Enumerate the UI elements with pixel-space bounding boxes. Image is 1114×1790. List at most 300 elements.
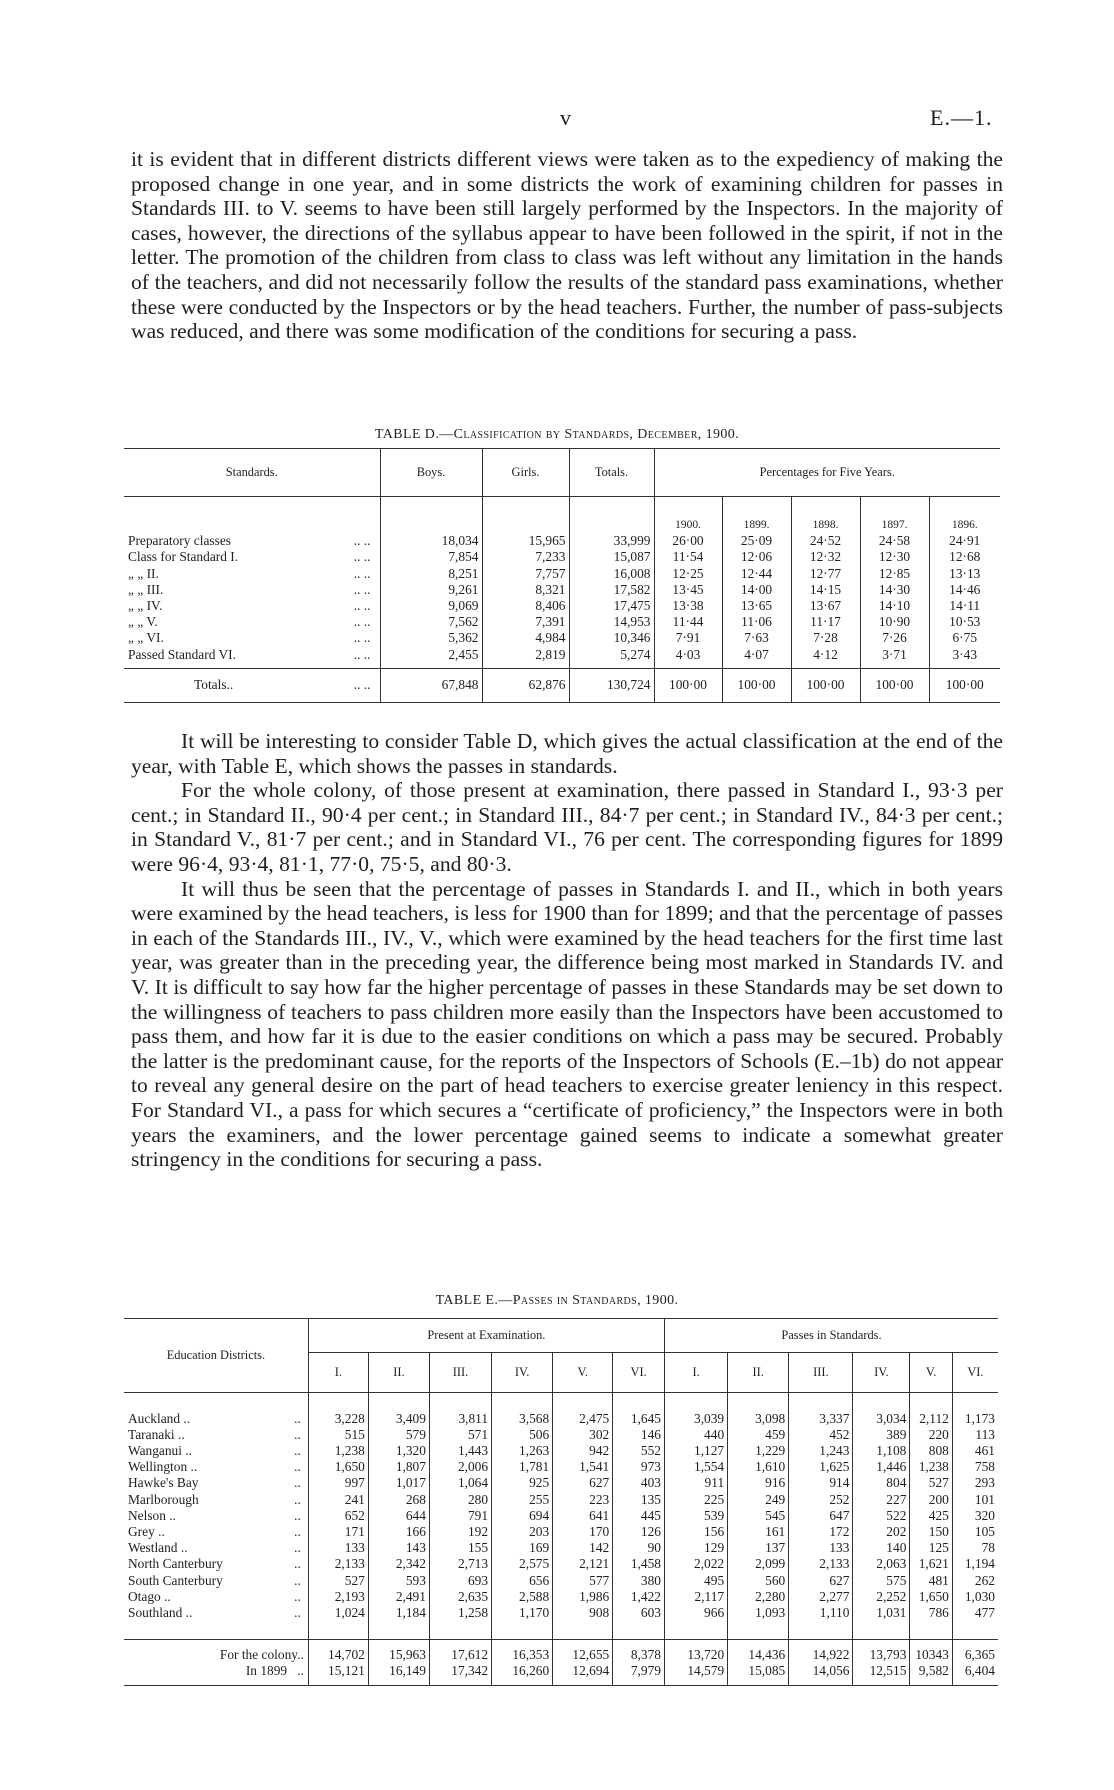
- present-cell: 577: [553, 1573, 613, 1589]
- present-cell: 146: [613, 1427, 665, 1443]
- present-cell: 593: [368, 1573, 429, 1589]
- paragraph-intro: [131, 147, 1003, 344]
- present-cell: 506: [492, 1427, 553, 1443]
- blank-cell: [308, 1621, 368, 1639]
- boys-cell: 7,854: [380, 549, 482, 565]
- passes-cell: 252: [789, 1492, 853, 1508]
- present-cell: 3,409: [368, 1411, 429, 1427]
- percentage-cell: 7·28: [791, 630, 860, 646]
- present-cell: 3,228: [308, 1411, 368, 1427]
- table-row: [124, 1639, 998, 1663]
- present-cell: 627: [553, 1475, 613, 1491]
- table-row: [124, 533, 1000, 549]
- blank-cell: [664, 1393, 727, 1411]
- present-cell: 171: [308, 1524, 368, 1540]
- boys-cell: 2,455: [380, 647, 482, 663]
- standard-header-passes: V.: [910, 1353, 952, 1393]
- percentage-cell: 100·00: [722, 669, 791, 702]
- totals-cell: 5,274: [569, 647, 654, 663]
- present-cell: 1,024: [308, 1605, 368, 1621]
- passes-cell: 137: [728, 1540, 789, 1556]
- passes-cell: 1,625: [789, 1459, 853, 1475]
- boys-cell: 67,848: [380, 669, 482, 702]
- present-cell: 1,184: [368, 1605, 429, 1621]
- blank-cell: [553, 1621, 613, 1639]
- present-cell: 973: [613, 1459, 665, 1475]
- leader-dots: ..: [294, 1459, 301, 1475]
- passes-cell: 804: [853, 1475, 910, 1491]
- row-label: [124, 566, 380, 582]
- blank-cell: [789, 1621, 853, 1639]
- district-label: [124, 1540, 308, 1556]
- passes-cell: 808: [910, 1443, 952, 1459]
- present-cell: 126: [613, 1524, 665, 1540]
- passes-cell: 911: [664, 1475, 727, 1491]
- table-d-caption-prefix: TABLE D.—: [374, 427, 454, 442]
- present-cell: 135: [613, 1492, 665, 1508]
- leader-dots: .. ..: [353, 598, 371, 614]
- present-cell: 1,458: [613, 1556, 665, 1572]
- year-header: 1898.: [791, 497, 860, 534]
- totals-cell: 14,953: [569, 614, 654, 630]
- row-label: [124, 582, 380, 598]
- present-cell: 1,645: [613, 1411, 665, 1427]
- table-row: [124, 549, 1000, 565]
- passes-cell: 293: [952, 1475, 998, 1491]
- blank-cell: [853, 1621, 910, 1639]
- district-label: [124, 1556, 308, 1572]
- passes-cell: 758: [952, 1459, 998, 1475]
- passes-cell: 2,099: [728, 1556, 789, 1572]
- blank-cell: [728, 1621, 789, 1639]
- district-name: Wanganui ..: [128, 1442, 192, 1458]
- year-header: 1899.: [722, 497, 791, 534]
- passes-cell: 6,365: [952, 1639, 998, 1663]
- passes-cell: 2,112: [910, 1411, 952, 1427]
- passes-cell: 202: [853, 1524, 910, 1540]
- passes-cell: 560: [728, 1573, 789, 1589]
- present-cell: 997: [308, 1475, 368, 1491]
- district-label: [124, 1508, 308, 1524]
- passes-cell: 1,093: [728, 1605, 789, 1621]
- leader-dots: ..: [294, 1491, 301, 1507]
- standard-header-passes: II.: [728, 1353, 789, 1393]
- present-cell: 1,986: [553, 1589, 613, 1605]
- percentage-cell: 14·15: [791, 582, 860, 598]
- present-cell: 142: [553, 1540, 613, 1556]
- boys-cell: 5,362: [380, 630, 482, 646]
- present-cell: 192: [429, 1524, 491, 1540]
- present-cell: 166: [368, 1524, 429, 1540]
- district-label: [124, 1605, 308, 1621]
- header-passes-in-standards: Passes in Standards.: [664, 1319, 998, 1353]
- passes-cell: 647: [789, 1508, 853, 1524]
- passes-cell: 1,554: [664, 1459, 727, 1475]
- district-label: [124, 1443, 308, 1459]
- passes-cell: 1,610: [728, 1459, 789, 1475]
- row-label: [124, 630, 380, 646]
- blank-cell: [492, 1621, 553, 1639]
- table-row: [124, 566, 1000, 582]
- passes-cell: 156: [664, 1524, 727, 1540]
- header-standards: Standards.: [124, 449, 380, 497]
- standard-header-present: II.: [368, 1353, 429, 1393]
- passes-cell: 161: [728, 1524, 789, 1540]
- passes-cell: 2,063: [853, 1556, 910, 1572]
- district-label: [124, 1411, 308, 1427]
- totals-cell: 33,999: [569, 533, 654, 549]
- percentage-cell: 3·71: [860, 647, 929, 663]
- present-cell: 8,378: [613, 1639, 665, 1663]
- present-cell: 1,064: [429, 1475, 491, 1491]
- percentage-cell: 100·00: [860, 669, 929, 702]
- table-row: [124, 1589, 998, 1605]
- present-cell: 1,017: [368, 1475, 429, 1491]
- passes-cell: 545: [728, 1508, 789, 1524]
- passes-cell: 262: [952, 1573, 998, 1589]
- percentage-cell: 14·30: [860, 582, 929, 598]
- document-reference: E.—1.: [930, 105, 993, 130]
- leader-dots: ..: [294, 1410, 301, 1426]
- blank-cell: [429, 1393, 491, 1411]
- row-label: [124, 549, 380, 565]
- table-row: [124, 1605, 998, 1621]
- table-row: [124, 647, 1000, 663]
- passes-cell: 3,034: [853, 1411, 910, 1427]
- blank-cell: [368, 1621, 429, 1639]
- percentage-cell: 14·10: [860, 598, 929, 614]
- percentage-cell: 14·11: [929, 598, 1000, 614]
- paragraph-text: For the whole colony, of those present at examination, there passed in Standard I., 93·3 per cent.; in Standard II., 90·4 per cent.; in Standard III., 84·7 per cent.; in Standard IV., 84·3 per cent.; in Standard V., 81·7 per cent.; and in Standard VI., 76 per cent. The corresponding figures for 1899 were 96·4, 93·4, 81·1, 77·0, 75·5, and 80·3.: [131, 778, 1003, 876]
- district-label: [124, 1475, 308, 1491]
- leader-dots: ..: [294, 1572, 301, 1588]
- percentage-cell: 100·00: [929, 669, 1000, 702]
- leader-dots: .. ..: [353, 549, 371, 565]
- header-girls: Girls.: [482, 449, 569, 497]
- present-cell: 652: [308, 1508, 368, 1524]
- passes-cell: 1,238: [910, 1459, 952, 1475]
- percentage-cell: 4·12: [791, 647, 860, 663]
- percentage-cell: 24·52: [791, 533, 860, 549]
- paragraph-text: it is evident that in different districts different views were taken as to the expediency of making the proposed change in one year, and in some districts the work of examining children for passes in Standards III. to V. seems to have been still largely performed by the Inspectors. In the majority of cases, however, the directions of the syllabus appear to have been followed in the spirit, if not in the letter. The promotion of the children from class to class was left without any limitation in the hands of the teachers, and did not necessarily follow the results of the standard pass examinations, whether these were conducted by the Inspectors or by the head teachers. Further, the number of pass-subjects was reduced, and there was some modification of the conditions for securing a pass.: [131, 147, 1003, 344]
- leader-dots: ..: [294, 1523, 301, 1539]
- percentage-cell: 12·32: [791, 549, 860, 565]
- passes-cell: 522: [853, 1508, 910, 1524]
- leader-dots: .. ..: [353, 581, 371, 597]
- percentage-cell: 4·03: [654, 647, 722, 663]
- percentage-cell: 7·63: [722, 630, 791, 646]
- table-row: [124, 1663, 998, 1686]
- leader-dots: ..: [294, 1442, 301, 1458]
- passes-cell: 1,243: [789, 1443, 853, 1459]
- row-label-text: „ „ III.: [128, 581, 164, 597]
- row-label-text: Preparatory classes: [128, 533, 231, 549]
- passes-cell: 172: [789, 1524, 853, 1540]
- leader-dots: ..: [294, 1507, 301, 1523]
- percentage-cell: 11·06: [722, 614, 791, 630]
- girls-cell: 62,876: [482, 669, 569, 702]
- blank-cell: [853, 1393, 910, 1411]
- present-cell: 2,575: [492, 1556, 553, 1572]
- blank-cell: [952, 1393, 998, 1411]
- present-cell: 791: [429, 1508, 491, 1524]
- passes-cell: 452: [789, 1427, 853, 1443]
- totals-cell: 10,346: [569, 630, 654, 646]
- header-education-districts: Education Districts.: [124, 1319, 308, 1393]
- boys-cell: 7,562: [380, 614, 482, 630]
- row-label-text: „ „ VI.: [128, 630, 164, 646]
- present-cell: 2,635: [429, 1589, 491, 1605]
- present-cell: 17,612: [429, 1639, 491, 1663]
- present-cell: 403: [613, 1475, 665, 1491]
- present-cell: 1,807: [368, 1459, 429, 1475]
- passes-cell: 2,117: [664, 1589, 727, 1605]
- table-row: [124, 582, 1000, 598]
- passes-cell: 539: [664, 1508, 727, 1524]
- present-cell: 223: [553, 1492, 613, 1508]
- passes-cell: 13,793: [853, 1639, 910, 1663]
- leader-dots: ..: [294, 1604, 301, 1620]
- present-cell: 2,006: [429, 1459, 491, 1475]
- present-cell: 169: [492, 1540, 553, 1556]
- percentage-cell: 12·85: [860, 566, 929, 582]
- percentage-cell: 14·00: [722, 582, 791, 598]
- leader-dots: ..: [294, 1426, 301, 1442]
- row-label-text: „ „ IV.: [128, 598, 163, 614]
- standard-header-present: III.: [429, 1353, 491, 1393]
- present-cell: 694: [492, 1508, 553, 1524]
- passes-cell: 6,404: [952, 1663, 998, 1686]
- blank-cell: [728, 1393, 789, 1411]
- leader-dots: ..: [294, 1556, 301, 1572]
- percentage-cell: 7·26: [860, 630, 929, 646]
- percentage-cell: 13·67: [791, 598, 860, 614]
- blank-cell: [380, 497, 482, 534]
- table-row: [124, 1524, 998, 1540]
- percentage-cell: 26·00: [654, 533, 722, 549]
- district-label: [124, 1524, 308, 1540]
- table-row: [124, 1508, 998, 1524]
- present-cell: 268: [368, 1492, 429, 1508]
- percentage-cell: 24·91: [929, 533, 1000, 549]
- percentage-cell: 100·00: [791, 669, 860, 702]
- year-header: 1896.: [929, 497, 1000, 534]
- present-cell: 644: [368, 1508, 429, 1524]
- girls-cell: 8,321: [482, 582, 569, 598]
- percentage-cell: 13·13: [929, 566, 1000, 582]
- present-cell: 2,588: [492, 1589, 553, 1605]
- row-label-text: Totals..: [194, 677, 234, 693]
- table-row: [124, 1540, 998, 1556]
- girls-cell: 15,965: [482, 533, 569, 549]
- leader-dots: .. ..: [353, 646, 371, 662]
- present-cell: 241: [308, 1492, 368, 1508]
- paragraph-text: It will thus be seen that the percentage of passes in Standards I. and II., which in both years were examined by the head teachers, is less for 1900 than for 1899; and that the percentage of passes in each of the Standards III., IV., V., which were examined by the head teachers for the first time last year, was greater than in the preceding year, the difference being most marked in Standards IV. and V. It is difficult to say how far the higher percentage of passes in these Standards may be set down to the willingness of teachers to pass children more easily than the Inspectors have been accustomed to pass them, and how far it is due to the easier conditions on which a pass may be secured. Probably the latter is the predominant cause, for the reports of the Inspectors of Schools (E.–1b) do not appear to reveal any general desire on the part of head teachers to exercise greater leniency in this respect. For Standard VI., a pass for which secures a “certificate of proficiency,” the Inspectors were in both years the examiners, and the lower percentage gained seems to indicate a somewhat greater stringency in the conditions for securing a pass.: [131, 876, 1003, 1172]
- percentage-cell: 13·45: [654, 582, 722, 598]
- leader-dots: .. ..: [353, 533, 371, 549]
- table-row: [124, 1475, 998, 1491]
- blank-cell: [429, 1621, 491, 1639]
- girls-cell: 7,391: [482, 614, 569, 630]
- present-cell: 155: [429, 1540, 491, 1556]
- percentage-cell: 12·68: [929, 549, 1000, 565]
- blank-cell: [952, 1621, 998, 1639]
- present-cell: 693: [429, 1573, 491, 1589]
- district-name: North Canterbury: [128, 1556, 223, 1572]
- present-cell: 515: [308, 1427, 368, 1443]
- passes-cell: 2,133: [789, 1556, 853, 1572]
- totals-cell: 130,724: [569, 669, 654, 702]
- passes-cell: 914: [789, 1475, 853, 1491]
- present-cell: 1,541: [553, 1459, 613, 1475]
- passes-cell: 105: [952, 1524, 998, 1540]
- passes-cell: 113: [952, 1427, 998, 1443]
- row-label: [124, 669, 380, 702]
- district-label: [124, 1663, 308, 1686]
- blank-cell: [553, 1393, 613, 1411]
- table-row: [124, 1459, 998, 1475]
- header-boys: Boys.: [380, 449, 482, 497]
- spacer-row: [124, 1621, 998, 1639]
- passes-cell: 200: [910, 1492, 952, 1508]
- district-name: South Canterbury: [128, 1572, 223, 1588]
- passes-cell: 14,922: [789, 1639, 853, 1663]
- boys-cell: 8,251: [380, 566, 482, 582]
- passes-cell: 9,582: [910, 1663, 952, 1686]
- girls-cell: 4,984: [482, 630, 569, 646]
- passes-cell: 249: [728, 1492, 789, 1508]
- standard-header-passes: I.: [664, 1353, 727, 1393]
- percentage-cell: 10·90: [860, 614, 929, 630]
- present-cell: 16,353: [492, 1639, 553, 1663]
- passes-cell: 1,110: [789, 1605, 853, 1621]
- passes-cell: 3,098: [728, 1411, 789, 1427]
- passes-cell: 459: [728, 1427, 789, 1443]
- passes-cell: 916: [728, 1475, 789, 1491]
- present-cell: 2,475: [553, 1411, 613, 1427]
- passes-cell: 125: [910, 1540, 952, 1556]
- district-name: Taranaki ..: [128, 1426, 185, 1442]
- present-cell: 1,320: [368, 1443, 429, 1459]
- passes-cell: 481: [910, 1573, 952, 1589]
- table-row: [124, 1573, 998, 1589]
- present-cell: 2,342: [368, 1556, 429, 1572]
- present-cell: 1,422: [613, 1589, 665, 1605]
- present-cell: 2,133: [308, 1556, 368, 1572]
- present-cell: 2,193: [308, 1589, 368, 1605]
- standard-header-present: V.: [553, 1353, 613, 1393]
- present-cell: 656: [492, 1573, 553, 1589]
- passes-cell: 2,280: [728, 1589, 789, 1605]
- present-cell: 143: [368, 1540, 429, 1556]
- passes-cell: 15,085: [728, 1663, 789, 1686]
- table-e-caption-text: Passes in Standards, 1900.: [512, 1293, 679, 1308]
- spacer-row: [124, 1393, 998, 1411]
- passes-cell: 13,720: [664, 1639, 727, 1663]
- leader-dots: ..: [297, 1662, 304, 1678]
- row-label-text: Class for Standard I.: [128, 549, 239, 565]
- district-name: Auckland ..: [128, 1410, 191, 1426]
- totals-cell: 15,087: [569, 549, 654, 565]
- paragraphs-discussion: [131, 729, 1003, 1172]
- girls-cell: 8,406: [482, 598, 569, 614]
- present-cell: 571: [429, 1427, 491, 1443]
- leader-dots: .. ..: [353, 614, 371, 630]
- present-cell: 170: [553, 1524, 613, 1540]
- table-d-caption: [0, 427, 1114, 443]
- blank-cell: [664, 1621, 727, 1639]
- passes-cell: 1,108: [853, 1443, 910, 1459]
- district-name: Nelson ..: [128, 1507, 176, 1523]
- totals-cell: 17,475: [569, 598, 654, 614]
- percentage-cell: 14·46: [929, 582, 1000, 598]
- year-header: 1897.: [860, 497, 929, 534]
- passes-cell: 225: [664, 1492, 727, 1508]
- row-label: [124, 614, 380, 630]
- percentage-cell: 12·44: [722, 566, 791, 582]
- district-name: Wellington ..: [128, 1459, 198, 1475]
- present-cell: 90: [613, 1540, 665, 1556]
- passes-cell: 389: [853, 1427, 910, 1443]
- percentage-cell: 7·91: [654, 630, 722, 646]
- blank-cell: [569, 497, 654, 534]
- present-cell: 1,781: [492, 1459, 553, 1475]
- leader-dots: .. ..: [353, 565, 371, 581]
- district-name: Hawke's Bay: [128, 1475, 199, 1491]
- row-label: [124, 598, 380, 614]
- present-cell: 1,263: [492, 1443, 553, 1459]
- table-d-years-row: [124, 497, 1000, 534]
- passes-cell: 2,022: [664, 1556, 727, 1572]
- passes-cell: 227: [853, 1492, 910, 1508]
- girls-cell: 2,819: [482, 647, 569, 663]
- present-cell: 14,702: [308, 1639, 368, 1663]
- boys-cell: 9,069: [380, 598, 482, 614]
- passes-cell: 1,446: [853, 1459, 910, 1475]
- percentage-cell: 24·58: [860, 533, 929, 549]
- standard-header-passes: VI.: [952, 1353, 998, 1393]
- district-name: Grey ..: [128, 1523, 165, 1539]
- present-cell: 3,568: [492, 1411, 553, 1427]
- table-e-caption-prefix: TABLE E.—: [435, 1293, 513, 1308]
- blank-cell: [124, 497, 380, 534]
- page-number: v: [560, 105, 571, 130]
- paragraph-text: It will be interesting to consider Table D, which gives the actual classification at the end of the year, with Table E, which shows the passes in standards.: [131, 729, 1003, 778]
- table-row: [124, 630, 1000, 646]
- leader-dots: .. ..: [353, 677, 371, 693]
- blank-cell: [613, 1393, 665, 1411]
- district-label: [124, 1492, 308, 1508]
- blank-cell: [482, 497, 569, 534]
- present-cell: 12,694: [553, 1663, 613, 1686]
- totals-cell: 16,008: [569, 566, 654, 582]
- table-row: [124, 598, 1000, 614]
- present-cell: 641: [553, 1508, 613, 1524]
- passes-cell: 3,039: [664, 1411, 727, 1427]
- percentage-cell: 13·65: [722, 598, 791, 614]
- passes-cell: 133: [789, 1540, 853, 1556]
- passes-cell: 1,194: [952, 1556, 998, 1572]
- row-label-text: „ „ II.: [128, 565, 159, 581]
- present-cell: 1,443: [429, 1443, 491, 1459]
- blank-cell: [910, 1621, 952, 1639]
- row-label-text: Passed Standard VI.: [128, 646, 236, 662]
- district-label: [124, 1589, 308, 1605]
- passes-cell: 14,436: [728, 1639, 789, 1663]
- blank-cell: [492, 1393, 553, 1411]
- header-percentages: Percentages for Five Years.: [654, 449, 1000, 497]
- present-cell: 280: [429, 1492, 491, 1508]
